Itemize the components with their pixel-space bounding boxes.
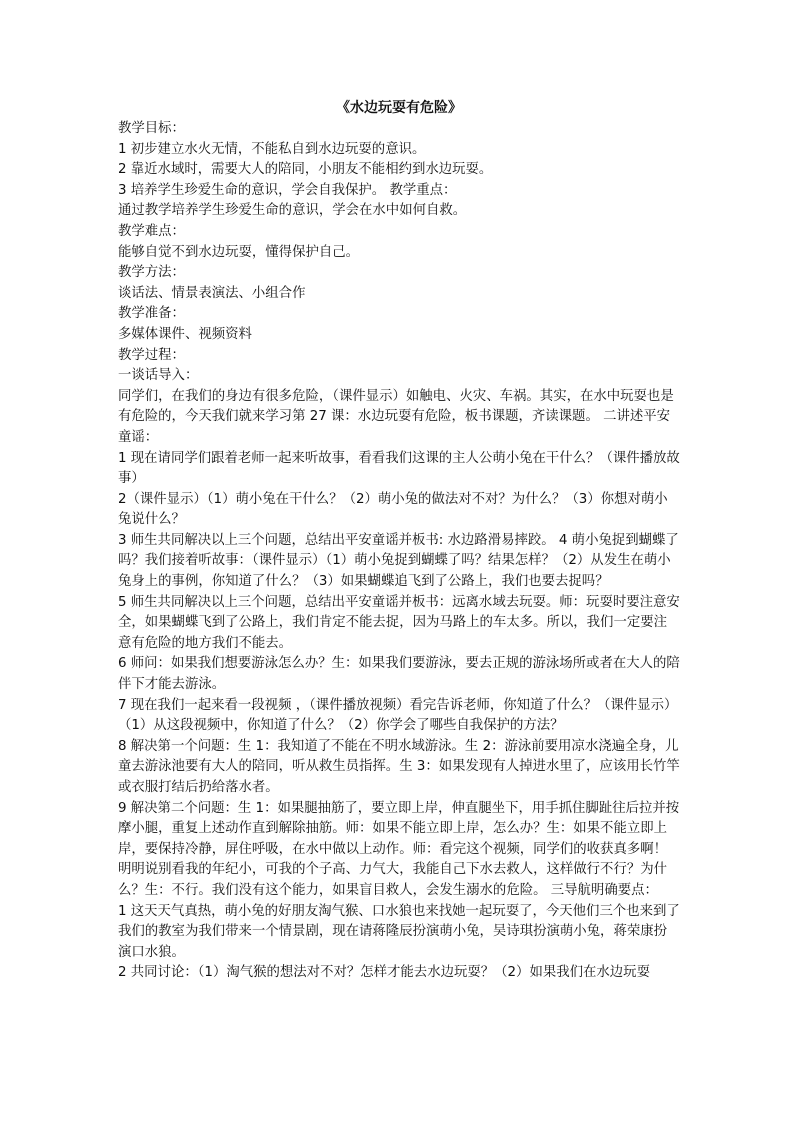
paragraph-part-3-step-2: 2 共同讨论：（1）淘气猴的想法对不对？怎样才能去水边玩耍？（2）如果我们在水边玩耍 [118, 965, 650, 981]
text-line-difficulty-heading: 教学难点： [118, 223, 185, 239]
paragraph-step-6: 6 师问：如果我们想要游泳怎么办？生：如果我们要游泳，要去正规的游泳场所或者在大人的陪伴下才能去游泳。 [118, 656, 680, 693]
text-line-section-1-heading: 一谈话导入： [118, 368, 199, 384]
paragraph-step-7: 7 现在我们一起来看一段视频 ，（课件播放视频）看完告诉老师，你知道了什么？（课件显示）（1）从这段视频中，你知道了什么？（2）你学会了哪些自我保护的方法？ [118, 697, 678, 734]
paragraph-step-5: 5 师生共同解决以上三个问题，总结出平安童谣并板书：远离水域去玩耍。师：玩耍时要注意安全，如果蝴蝶飞到了公路上，我们肯定不能去捉，因为马路上的车太多。所以，我们一定要注意有危险的地方我们不能去。 [118, 594, 680, 651]
text-line-goal-2: 2 靠近水域时，需要大人的陪同，小朋友不能相约到水边玩耍。 [118, 162, 493, 178]
paragraph-step-3: 3 师生共同解决以上三个问题，总结出平安童谣并板书: 水边路滑易摔跤。 4 萌小兔捉到蝴蝶了吗？我们接着听故事：（课件显示）（1）萌小兔捉到蝴蝶了吗？结果怎样？（2）从发生在萌小兔身上的事例，你知道了什么？（3）如果蝴蝶追飞到了公路上，我们也要去捉吗？ [118, 532, 679, 590]
text-line-goal-1: 1 初步建立水火无情，不能私自到水边玩耍的意识。 [118, 141, 426, 157]
text-line-preparation: 多媒体课件、视频资料 [118, 326, 252, 342]
text-line-methods-heading: 教学方法： [118, 265, 185, 281]
paragraph-intro: 同学们，在我们的身边有很多危险，（课件显示）如触电、火灾、车祸。其实，在水中玩耍也是有危险的，今天我们就来学习第 27 课：水边玩耍有危险，板书课题，齐读课题。 二讲述平安童谣： [118, 388, 674, 445]
text-line-goal-3: 3 培养学生珍爱生命的意识，学会自我保护。 教学重点： [118, 182, 457, 198]
document-page [118, 98, 680, 984]
paragraph-step-1: 1 现在请同学们跟着老师一起来听故事，看看我们这课的主人公萌小兔在干什么？（课件播放故事） [118, 450, 680, 487]
text-line-preparation-heading: 教学准备： [118, 306, 185, 322]
text-line-goals-heading: 教学目标： [118, 121, 185, 136]
paragraph-part-3-step-1: 1 这天天气真热，萌小兔的好朋友淘气猴、口水狼也来找她一起玩耍了，今天他们三个也来到了我们的教室为我们带来一个情景剧，现在请蒋隆辰扮演萌小兔，吴诗琪扮演萌小兔，蒋荣康扮演口水狼。 [118, 903, 680, 960]
paragraph-step-2: 2（课件显示）（1）萌小兔在干什么？（2）萌小兔的做法对不对？为什么？（3）你想对萌小兔说什么？ [118, 491, 668, 528]
document-title: 《水边玩耍有危险》 [336, 100, 462, 116]
paragraph-step-9: 9 解决第二个问题：生 1：如果腿抽筋了，要立即上岸，伸直腿坐下，用手抓住脚趾往后拉并按摩小腿，重复上述动作直到解除抽筋。师：如果不能立即上岸，怎么办？生：如果不能立即上岸，要保持冷静，屏住呼吸，在水中做以上动作。师：看完这个视频，同学们的收获真多啊！明明说别看我的年纪小，可我的个子高、力气大，我能自己下水去救人，这样做行不行？为什么？生：不行。我们没有这个能力，如果盲目救人，会发生溺水的危险。 三导航明确要点： [118, 800, 680, 898]
paragraph-step-8: 8 解决第一个问题：生 1：我知道了不能在不明水域游泳。生 2：游泳前要用凉水浇遍全身，儿童去游泳池要有大人的陪同，听从救生员指挥。生 3：如果发现有人掉进水里了，应该用长竹竿或衣服打结后扔给落水者。 [118, 738, 680, 795]
text-line-key-point: 通过教学培养学生珍爱生命的意识，学会在水中如何自救。 [118, 203, 467, 219]
text-line-process-heading: 教学过程： [118, 347, 185, 363]
text-line-difficulty: 能够自觉不到水边玩耍，懂得保护自己。 [118, 244, 360, 260]
text-line-methods: 谈话法、情景表演法、小组合作 [118, 285, 306, 301]
